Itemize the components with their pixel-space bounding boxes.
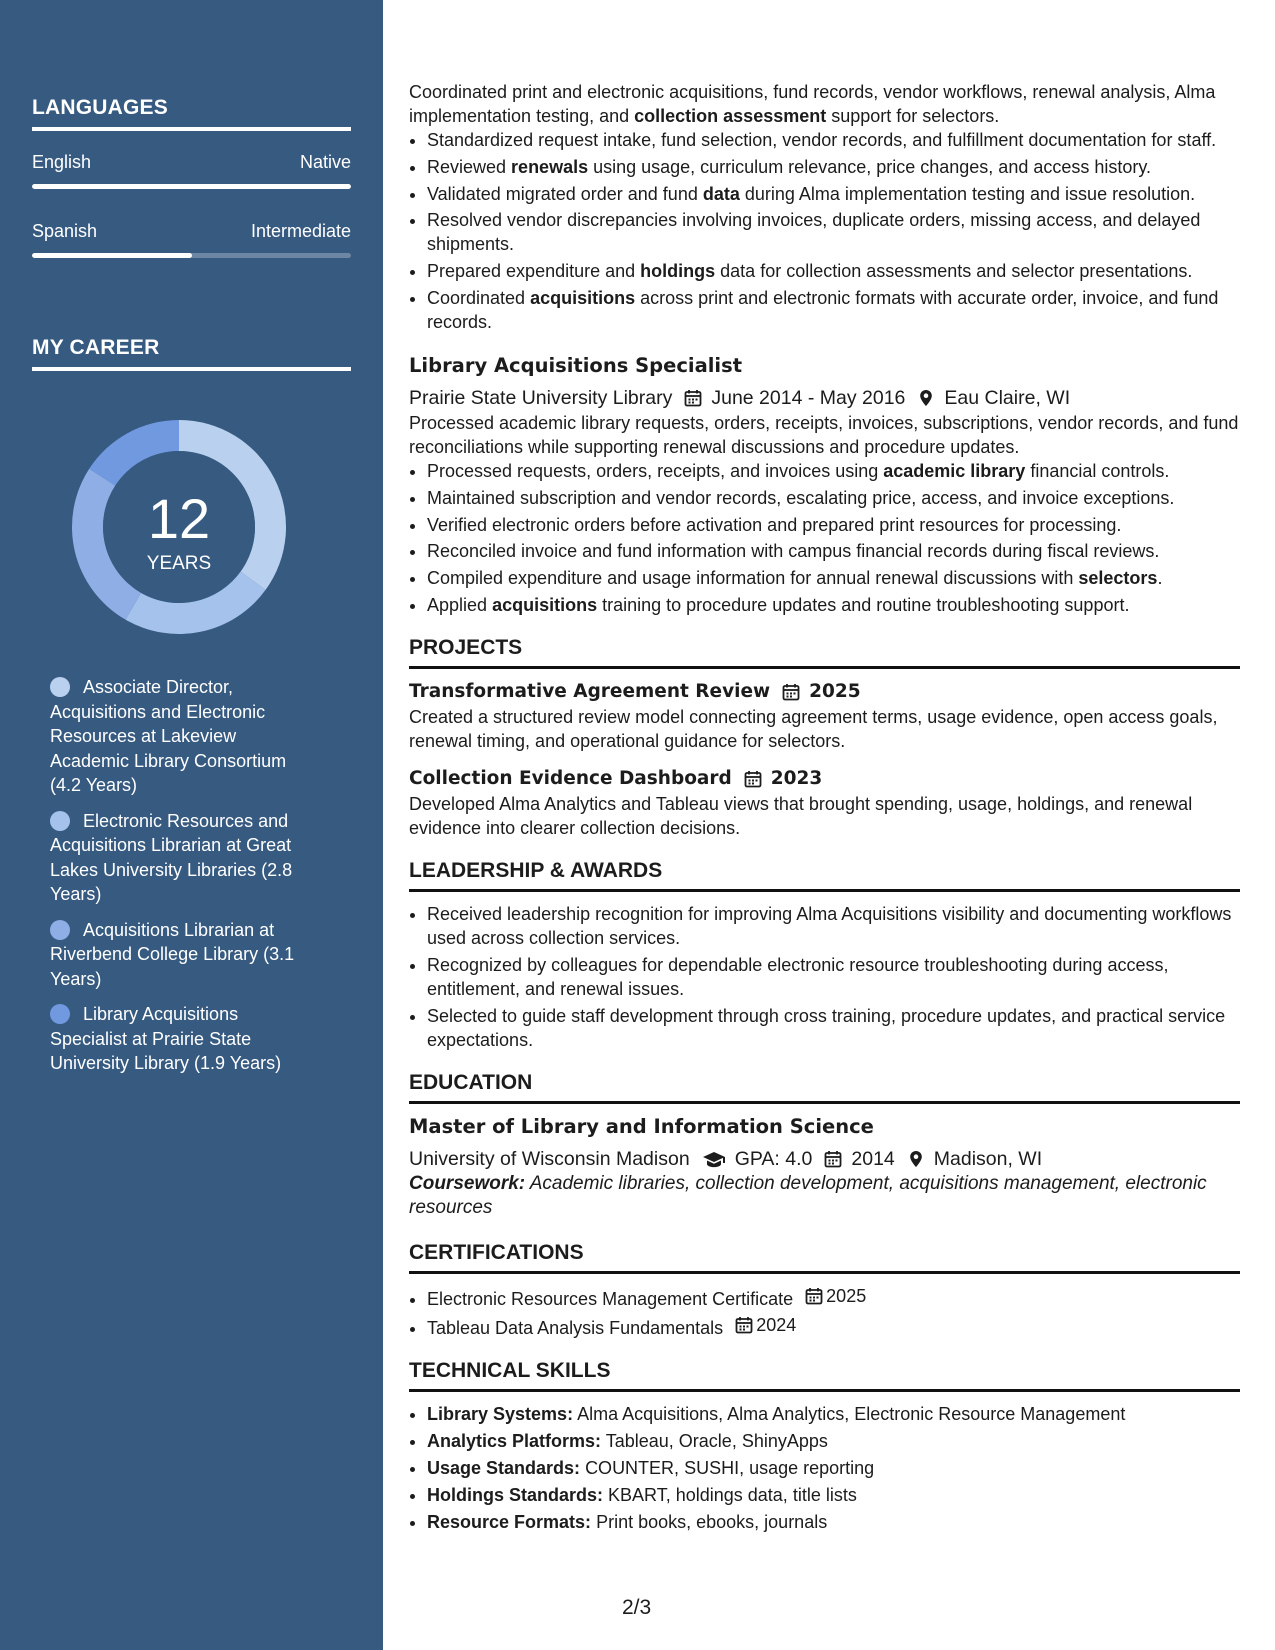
sidebar (0, 0, 383, 1650)
job-bullet: • Applied acquisitions training to procedure updates and routine troubleshooting support. (427, 593, 1240, 617)
skill-label: Holdings Standards: (427, 1484, 604, 1505)
skill-label: Library Systems: (427, 1404, 574, 1425)
location-pin-icon (907, 1150, 925, 1168)
project-title: Collection Evidence Dashboard (409, 767, 732, 789)
education-year: 2014 (851, 1147, 895, 1170)
skills-list (409, 1402, 1240, 1533)
calendar-icon (805, 1287, 823, 1305)
job-bullet: • Resolved vendor discrepancies involving invoices, duplicate orders, missing access, and delayed shipments. (427, 208, 1240, 256)
certification-name: Tableau Data Analysis Fundamentals (427, 1318, 724, 1339)
career-item (50, 1002, 312, 1076)
career-item (50, 809, 312, 907)
job-bullet: • Reconciled invoice and fund information with campus financial records during fiscal reviews. (427, 539, 1240, 563)
job-entry (409, 353, 1240, 617)
coursework (409, 1172, 1240, 1220)
skill-value: KBART, holdings data, title lists (608, 1484, 857, 1505)
skill-label: Analytics Platforms: (427, 1431, 602, 1452)
leadership-bullet: • Recognized by colleagues for dependable electronic resource troubleshooting during access, entitlement, and renewal issues. (427, 953, 1240, 1001)
job-organization: Prairie State University Library (409, 386, 673, 409)
job-bullet: • Reviewed renewals using usage, curriculum relevance, price changes, and access history. (427, 155, 1240, 179)
skill-value: Print books, ebooks, journals (596, 1511, 828, 1532)
skill-value: COUNTER, SUSHI, usage reporting (585, 1457, 875, 1478)
job-summary: Processed academic library requests, orders, receipts, invoices, subscriptions, vendor records, and fund reconciliations while supporting renewal discussions and procedure updates. (409, 412, 1239, 457)
skill-label: Usage Standards: (427, 1457, 581, 1478)
career-total-number: 12 (147, 487, 211, 550)
degree-title: Master of Library and Information Science (409, 1114, 874, 1138)
school-name: University of Wisconsin Madison (409, 1147, 690, 1170)
job-bullets (409, 459, 1240, 617)
skill-item (427, 1483, 1240, 1507)
calendar-icon (782, 683, 800, 701)
certification-year: 2025 (826, 1285, 867, 1306)
certification-item (427, 1284, 1240, 1311)
language-name: Spanish (32, 221, 98, 241)
project-description: Developed Alma Analytics and Tableau views that brought spending, usage, holdings, and renewal evidence into clearer collection decisions. (409, 793, 1193, 838)
certification-name: Electronic Resources Management Certificate (427, 1288, 794, 1309)
skill-item (427, 1510, 1240, 1534)
job-bullet: • Compiled expenditure and usage information for annual renewal discussions with selectors. (427, 566, 1240, 590)
job-title: Library Acquisitions Specialist (409, 353, 743, 377)
projects-heading: PROJECTS (409, 635, 1240, 669)
calendar-icon (684, 389, 702, 407)
education-heading: EDUCATION (409, 1070, 1240, 1104)
leadership-section (409, 858, 1240, 1052)
career-legend-dot (50, 677, 70, 697)
career-item-text: Associate Director, Acquisitions and Electronic Resources at Lakeview Academic Library Consortium (4.2 Years) (50, 677, 287, 795)
project-title: Transformative Agreement Review (409, 680, 771, 702)
calendar-icon (744, 770, 762, 788)
language-bar-spanish (32, 253, 351, 258)
language-level: Native (299, 152, 351, 172)
career-item-text: Library Acquisitions Specialist at Prairie State University Library (1.9 Years) (50, 1004, 282, 1073)
leadership-heading: LEADERSHIP & AWARDS (409, 858, 1240, 892)
language-bar-fill (32, 253, 192, 258)
skill-value: Alma Acquisitions, Alma Analytics, Electronic Resource Management (577, 1404, 1126, 1425)
project-title-row (409, 679, 1240, 705)
job-meta (409, 385, 1240, 411)
skill-value: Tableau, Oracle, ShinyApps (605, 1431, 828, 1452)
job-bullet: • Coordinated acquisitions across print and electronic formats with accurate order, invoice, and fund records. (427, 286, 1240, 334)
page-number: 2/3 (622, 1596, 652, 1619)
project-description: Created a structured review model connecting agreement terms, usage evidence, open access goals, renewal timing, and operational guidance for selectors. (409, 706, 1218, 751)
language-bar-fill (32, 184, 351, 189)
skills-heading: TECHNICAL SKILLS (409, 1358, 1240, 1392)
career-item (50, 918, 312, 992)
education-section (409, 1070, 1240, 1220)
career-item-text: Acquisitions Librarian at Riverbend College Library (3.1 Years) (50, 919, 295, 989)
job-bullet: • Processed requests, orders, receipts, and invoices using academic library financial controls. (427, 459, 1240, 483)
certifications-section (409, 1240, 1240, 1341)
graduation-cap-icon (702, 1150, 726, 1168)
leadership-bullets (409, 902, 1240, 1052)
career-total-unit: YEARS (146, 553, 212, 574)
job-bullet: • Verified electronic orders before activation and prepared print resources for processing. (427, 513, 1240, 537)
certification-year: 2024 (756, 1315, 797, 1336)
career-item (50, 675, 312, 798)
certifications-list (409, 1284, 1240, 1341)
career-item-text: Electronic Resources and Acquisitions Librarian at Great Lakes University Libraries (2.8 Years) (50, 810, 293, 904)
career-legend-dot (50, 811, 70, 831)
education-gpa: GPA: 4.0 (734, 1147, 813, 1170)
job-entry-continued (409, 80, 1240, 334)
job-bullet: • Maintained subscription and vendor records, escalating price, access, and invoice exceptions. (427, 486, 1240, 510)
skill-label: Resource Formats: (427, 1511, 592, 1532)
calendar-icon (735, 1316, 753, 1334)
main-content (409, 80, 1240, 1536)
job-bullet: • Prepared expenditure and holdings data for collection assessments and selector presentations. (427, 259, 1240, 283)
education-meta (409, 1146, 1240, 1172)
projects-section (409, 635, 1240, 840)
job-dates: June 2014 - May 2016 (711, 386, 906, 409)
career-donut-chart (66, 414, 292, 640)
language-row-spanish (32, 221, 351, 242)
skills-section (409, 1358, 1240, 1533)
career-legend-dot (50, 1004, 70, 1024)
job-location: Eau Claire, WI (944, 386, 1071, 409)
skill-item (427, 1402, 1240, 1426)
location-pin-icon (917, 389, 935, 407)
job-bullet: • Validated migrated order and fund data during Alma implementation testing and issue resolution. (427, 182, 1240, 206)
project-year: 2025 (809, 680, 861, 702)
coursework-text: Academic libraries, collection development, acquisitions management, electronic resources (409, 1172, 1207, 1218)
job-bullets (409, 128, 1240, 334)
language-level: Intermediate (250, 221, 351, 241)
career-heading: MY CAREER (32, 336, 351, 371)
language-row-english (32, 152, 351, 173)
career-legend-dot (50, 920, 70, 940)
career-list (50, 675, 312, 1087)
certification-item (427, 1313, 1240, 1340)
job-bullet: • Standardized request intake, fund selection, vendor records, and fulfillment documentation for staff. (427, 128, 1240, 152)
leadership-bullet: • Received leadership recognition for improving Alma Acquisitions visibility and documenting workflows used across collection services. (427, 902, 1240, 950)
calendar-icon (824, 1150, 842, 1168)
project-year: 2023 (770, 767, 823, 789)
skill-item (427, 1429, 1240, 1453)
coursework-label: Coursework: (409, 1172, 526, 1194)
language-bar-english (32, 184, 351, 189)
certifications-heading: CERTIFICATIONS (409, 1240, 1240, 1274)
job-summary: Coordinated print and electronic acquisitions, fund records, vendor workflows, renewal analysis, Alma implementation testing, and collection assessment support for selectors. (409, 82, 1216, 126)
skill-item (427, 1456, 1240, 1480)
language-name: English (32, 152, 92, 172)
project-title-row (409, 766, 1240, 792)
leadership-bullet: • Selected to guide staff development through cross training, procedure updates, and practical service expectations. (427, 1004, 1240, 1052)
education-location: Madison, WI (933, 1147, 1043, 1170)
languages-heading: LANGUAGES (32, 96, 351, 131)
